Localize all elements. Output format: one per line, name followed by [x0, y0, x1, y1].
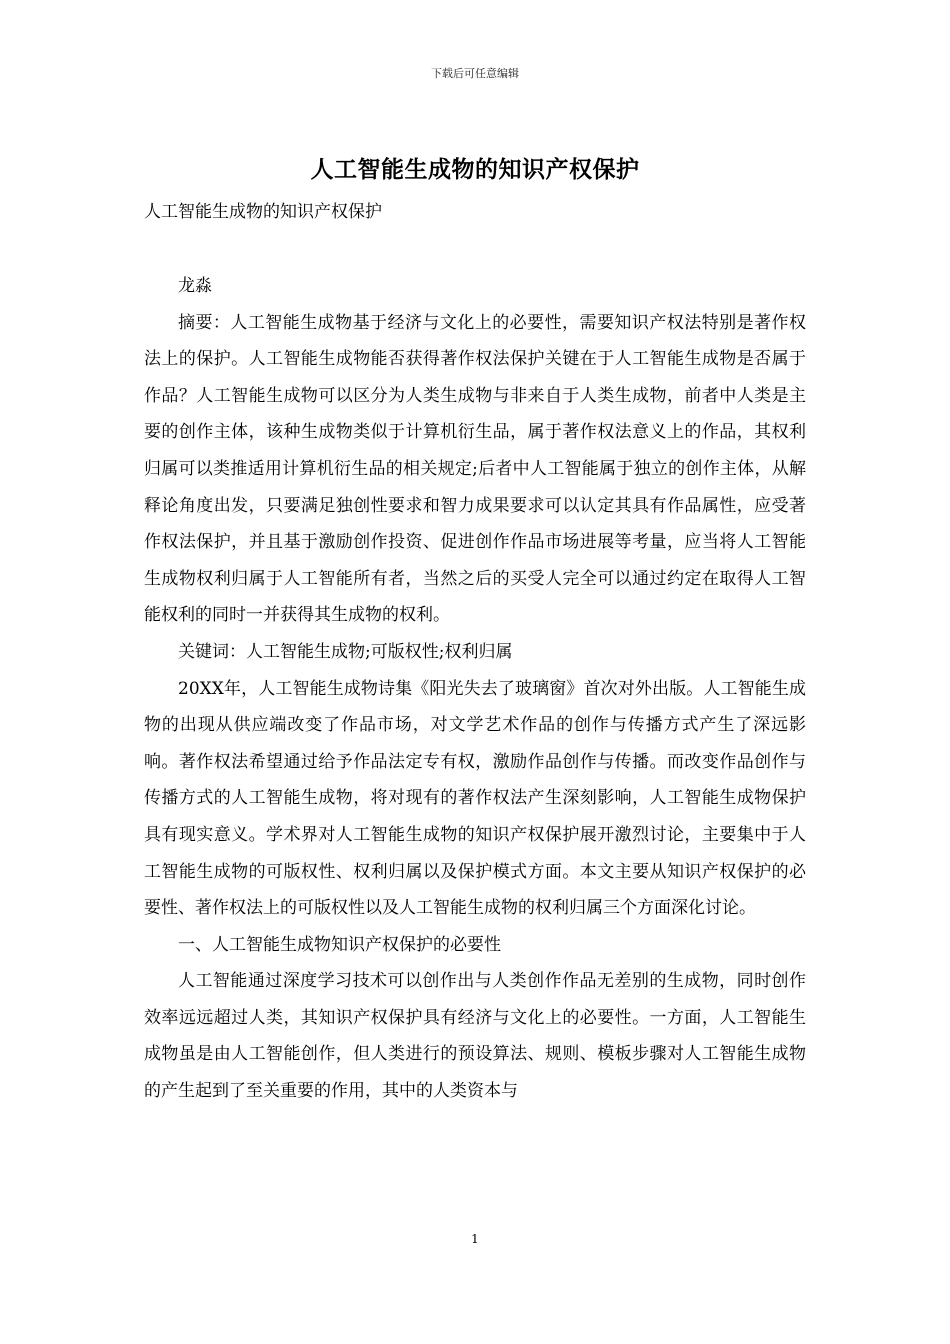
author-line: 龙淼 — [178, 276, 212, 296]
document-body — [144, 268, 806, 1110]
document-title: 人工智能生成物的知识产权保护 — [310, 156, 640, 183]
header-note: 下载后可任意编辑 — [431, 67, 519, 80]
page-number: 1 — [471, 1232, 479, 1246]
keywords-line: 关键词：人工智能生成物;可版权性;权利归属 — [178, 641, 513, 662]
section-paragraph: 人工智能通过深度学习技术可以创作出与人类创作作品无差别的生成物，同时创作效率远远超过人类，其知识产权保护具有经济与文化上的必要性。一方面，人工智能生成物虽是由人工智能创作，但人类进行的预设算法、规则、模板步骤对人工智能生成物的产生起到了至关重要的作用，其中的人类资本与 — [144, 971, 806, 1102]
section-heading: 一、人工智能生成物知识产权保护的必要性 — [178, 934, 501, 955]
abstract-paragraph: 摘要：人工智能生成物基于经济与文化上的必要性，需要知识产权法特别是著作权法上的保护。人工智能生成物能否获得著作权法保护关键在于人工智能生成物是否属于作品？人工智能生成物可以区分为人类生成物与非来自于人类生成物，前者中人类是主要的创作主体，该种生成物类似于计算机衍生品，属于著作权法意义上的作品，其权利归属可以类推适用计算机衍生品的相关规定;后者中人工智能属于独立的创作主体，从解释论角度出发，只要满足独创性要求和智力成果要求可以认定其具有作品属性，应受著作权法保护，并且基于激励创作投资、促进创作作品市场进展等考量，应当将人工智能生成物权利归属于人工智能所有者，当然之后的买受人完全可以通过约定在取得人工智能权利的同时一并获得其生成物的权利。 — [144, 312, 806, 626]
document-subtitle: 人工智能生成物的知识产权保护 — [144, 202, 382, 222]
intro-paragraph: 20XX年，人工智能生成物诗集《阳光失去了玻璃窗》首次对外出版。人工智能生成物的出现从供应端改变了作品市场，对文学艺术作品的创作与传播方式产生了深远影响。著作权法希望通过给予作品法定专有权，激励作品创作与传播。而改变作品创作与传播方式的人工智能生成物，将对现有的著作权法产生深刻影响，人工智能生成物保护具有现实意义。学术界对人工智能生成物的知识产权保护展开激烈讨论，主要集中于人工智能生成物的可版权性、权利归属以及保护模式方面。本文主要从知识产权保护的必要性、著作权法上的可版权性以及人工智能生成物的权利归属三个方面深化讨论。 — [144, 678, 806, 919]
